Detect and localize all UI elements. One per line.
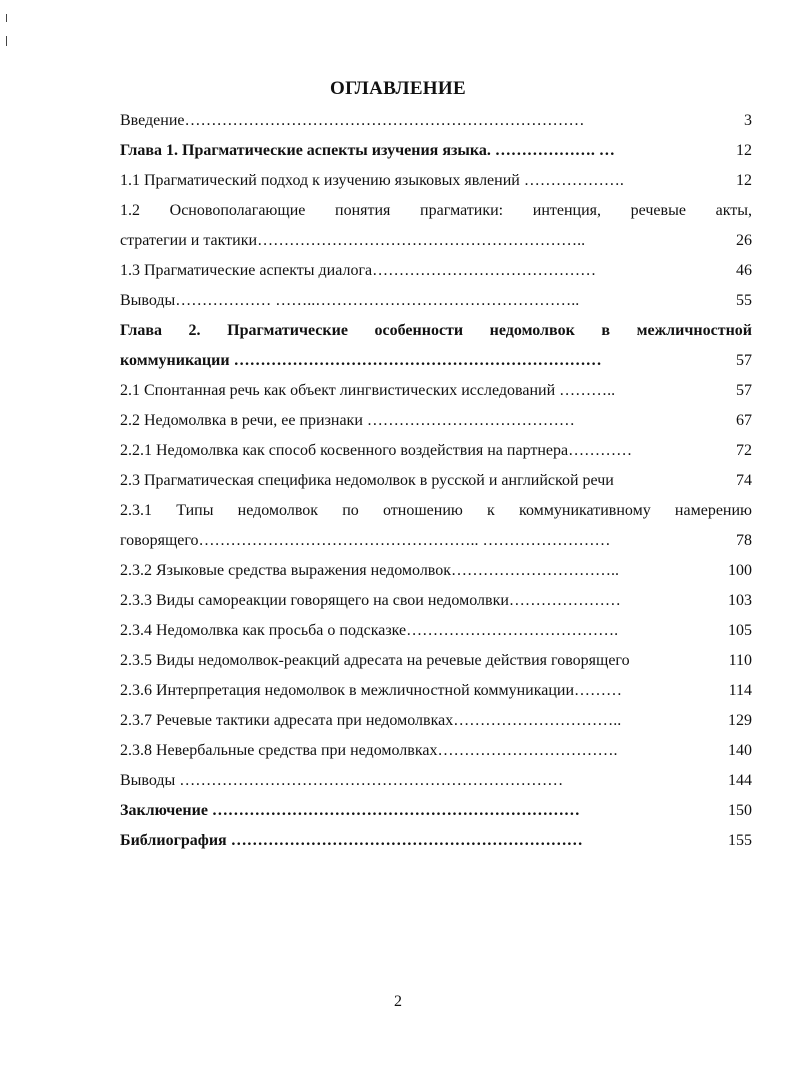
toc-entry-text: 2.3.4 Недомолвка как просьба о подсказке………………………………….	[120, 622, 619, 639]
toc-entry-text: 2.3.1 Типы недомолвок по отношению к коммуникативному намерению	[120, 502, 752, 519]
toc-entry-text: говорящего…………………………………………….. ……………………	[120, 532, 611, 549]
toc-entry-page: 72	[736, 442, 752, 459]
toc-entry-page: 55	[736, 292, 752, 309]
toc-entry-2-3[interactable]	[120, 466, 752, 496]
toc-entry-conclusions-1[interactable]	[120, 286, 752, 316]
toc-entry-2-3-5[interactable]	[120, 646, 752, 676]
toc-entry-page: 57	[736, 352, 752, 369]
toc-entry-text: 2.3.6 Интерпретация недомолвок в межличностной коммуникации………	[120, 682, 623, 699]
toc-entry-text: 2.3.3 Виды самореакции говорящего на свои недомолвки…………………	[120, 592, 621, 609]
toc-entry-text: стратегии и тактики……………………………………………………..	[120, 232, 586, 249]
toc-entry-page: 67	[736, 412, 752, 429]
toc-entry-text: Заключение ……………………………………………………………	[120, 802, 580, 819]
toc-entry-2-3-3[interactable]	[120, 586, 752, 616]
toc-entry-2-3-2[interactable]	[120, 556, 752, 586]
toc-entry-page: 105	[728, 622, 752, 639]
toc-entry-text: 2.3.7 Речевые тактики адресата при недомолвках…………………………..	[120, 712, 622, 729]
toc-entry-bibliography[interactable]	[120, 826, 752, 856]
toc-entry-2-2[interactable]	[120, 406, 752, 436]
toc-entry-page: 74	[736, 472, 752, 489]
toc-entry-page: 110	[728, 652, 752, 669]
scan-artifact	[6, 14, 7, 22]
toc-entry-2-3-1-line-1[interactable]	[120, 496, 752, 526]
toc-entry-introduction[interactable]	[120, 106, 752, 136]
toc-entry-2-1[interactable]	[120, 376, 752, 406]
toc-entry-text: 1.3 Прагматические аспекты диалога……………………………………	[120, 262, 597, 279]
toc-entry-2-3-4[interactable]	[120, 616, 752, 646]
toc-entry-2-3-8[interactable]	[120, 736, 752, 766]
toc-entry-text: 2.3.5 Виды недомолвок-реакций адресата на речевые действия говорящего	[120, 652, 630, 669]
toc-entry-2-2-1[interactable]	[120, 436, 752, 466]
toc-entry-page: 46	[736, 262, 752, 279]
page-number: 2	[394, 993, 402, 1010]
toc-entry-chapter-1[interactable]	[120, 136, 752, 166]
toc-entry-text: 2.2.1 Недомолвка как способ косвенного воздействия на партнера…………	[120, 442, 633, 459]
toc-entry-1-2-line-2[interactable]	[120, 226, 752, 256]
toc-entry-text: Введение…………………………………………………………………	[120, 112, 585, 129]
toc-entry-text: Выводы……………… ……..…………………………………………..	[120, 292, 580, 309]
toc-entry-page: 140	[728, 742, 752, 759]
toc-entry-text: Библиография …………………………………………………………	[120, 832, 583, 849]
toc-entry-conclusion[interactable]	[120, 796, 752, 826]
toc-entry-page: 144	[728, 772, 752, 789]
toc-entry-text: Выводы ………………………………………………………………	[120, 772, 564, 789]
toc-entry-text: 1.2 Основополагающие понятия прагматики: интенция, речевые акты,	[120, 202, 752, 219]
toc-entry-1-3[interactable]	[120, 256, 752, 286]
toc-entry-2-3-7[interactable]	[120, 706, 752, 736]
table-of-contents	[120, 106, 752, 856]
toc-entry-page: 103	[728, 592, 752, 609]
toc-entry-page: 12	[736, 172, 752, 189]
toc-heading: ОГЛАВЛЕНИЕ	[330, 78, 466, 99]
toc-entry-1-1[interactable]	[120, 166, 752, 196]
toc-entry-text: 1.1 Прагматический подход к изучению языковых явлений ……………….	[120, 172, 624, 189]
toc-entry-text: Глава 1. Прагматические аспекты изучения языка. ………………. …	[120, 142, 615, 159]
toc-entry-page: 12	[736, 142, 752, 159]
toc-entry-1-2-line-1[interactable]	[120, 196, 752, 226]
toc-entry-page: 150	[728, 802, 752, 819]
toc-entry-page: 100	[728, 562, 752, 579]
toc-entry-text: Глава 2. Прагматические особенности недомолвок в межличностной	[120, 322, 752, 339]
toc-entry-text: 2.2 Недомолвка в речи, ее признаки …………………………………	[120, 412, 575, 429]
toc-entry-text: 2.1 Спонтанная речь как объект лингвистических исследований ………..	[120, 382, 616, 399]
toc-entry-conclusions-2[interactable]	[120, 766, 752, 796]
toc-entry-chapter-2-line-1[interactable]	[120, 316, 752, 346]
toc-entry-text: 2.3.2 Языковые средства выражения недомолвок…………………………..	[120, 562, 620, 579]
toc-entry-page: 26	[736, 232, 752, 249]
toc-entry-page: 57	[736, 382, 752, 399]
toc-entry-text: коммуникации ……………………………………………………………	[120, 352, 602, 369]
toc-entry-text: 2.3.8 Невербальные средства при недомолвках…………………………….	[120, 742, 618, 759]
toc-entry-2-3-6[interactable]	[120, 676, 752, 706]
toc-entry-chapter-2-line-2[interactable]	[120, 346, 752, 376]
toc-entry-page: 78	[736, 532, 752, 549]
toc-entry-text: 2.3 Прагматическая специфика недомолвок в русской и английской речи	[120, 472, 614, 489]
toc-entry-page: 155	[728, 832, 752, 849]
toc-entry-2-3-1-line-2[interactable]	[120, 526, 752, 556]
toc-entry-page: 3	[744, 112, 752, 129]
toc-entry-page: 129	[728, 712, 752, 729]
toc-entry-page: 114	[728, 682, 752, 699]
scan-artifact	[6, 36, 7, 46]
